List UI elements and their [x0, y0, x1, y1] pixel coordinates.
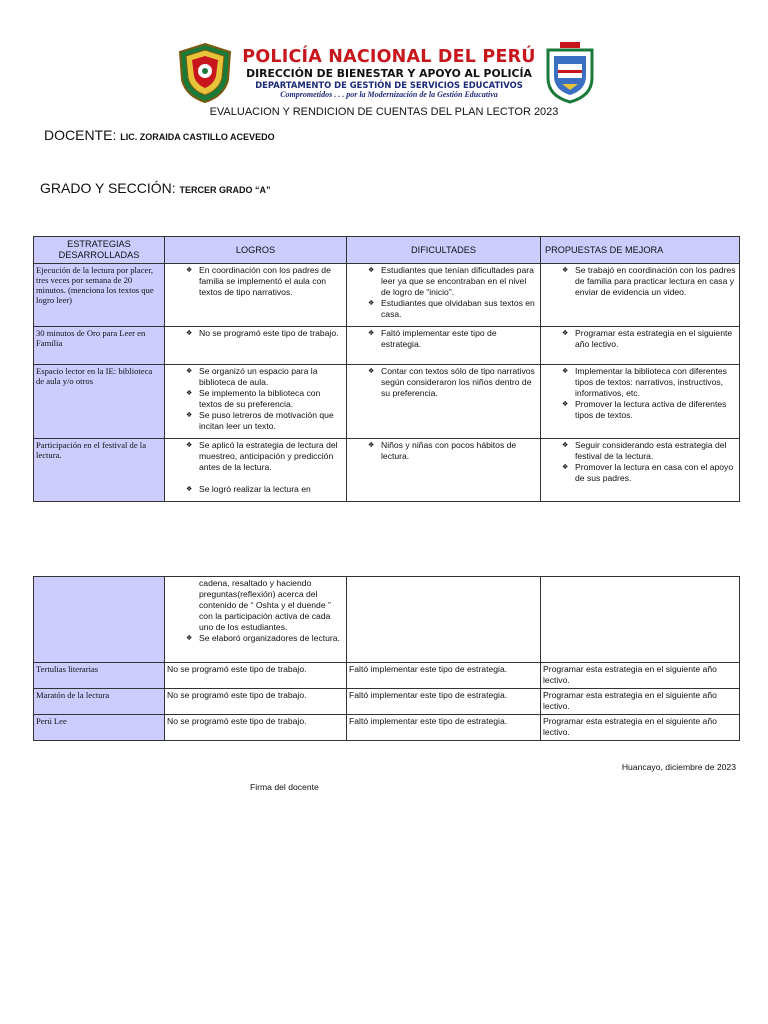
list-item: ❖ Se organizó un espacio para la biblioteca de aula. — [199, 366, 344, 388]
dificultades-cell — [347, 365, 541, 439]
list-item: ❖ Promover la lectura en casa con el apoyo de sus padres. — [575, 462, 737, 484]
list-item: ❖ En coordinación con los padres de familia se implementó el aula con textos de tipo narrativos. — [199, 265, 344, 298]
dificultades-cell: Faltó implementar este tipo de estrategia. — [347, 689, 541, 715]
table-row — [34, 663, 740, 689]
strategy-cell: Perú Lee — [34, 715, 165, 741]
table-row — [34, 439, 740, 502]
logros-continuation: cadena, resaltado y haciendo preguntas(reflexión) acerca del contenido de “ Oshta y el duende ” con la participación activa de cada uno de los estudiantes. — [199, 578, 331, 632]
logros-cell: No se programó este tipo de trabajo. — [165, 663, 347, 689]
list-item: ❖ No se programó este tipo de trabajo. — [199, 328, 344, 339]
header-logros: LOGROS — [165, 237, 347, 264]
dificultades-cell: Faltó implementar este tipo de estrategia. — [347, 715, 541, 741]
logros-cell: No se programó este tipo de trabajo. — [165, 715, 347, 741]
evaluation-table — [33, 236, 740, 502]
logros-cell — [165, 264, 347, 327]
header-strategies: ESTRATEGIAS DESARROLLADAS — [34, 237, 165, 264]
list-item: ❖ Se aplicó la estrategia de lectura del muestreo, anticipación y predicción antes de la lectura. — [199, 440, 344, 473]
docente-field — [44, 127, 275, 145]
document-title: EVALUACION Y RENDICION DE CUENTAS DEL PLAN LECTOR 2023 — [209, 106, 559, 118]
list-item: ❖ Se trabajó en coordinación con los padres de familia para practicar lectura en casa y enviar de evidencia un video. — [575, 265, 737, 298]
list-item: ❖ Contar con textos sólo de tipo narrativos según consideraron los niños dentro de su preferencia. — [381, 366, 538, 399]
list-item: ❖ Programar esta estrategia en el siguiente año lectivo. — [575, 328, 737, 350]
strategy-cell: Ejecución de la lectura por placer, tres veces por semana de 20 minutos. (menciona los textos que logro leer) — [34, 264, 165, 327]
propuestas-cell — [541, 264, 740, 327]
strategy-cell: 30 minutos de Oro para Leer en Familia — [34, 327, 165, 365]
education-crest-emblem-icon — [542, 40, 598, 104]
propuestas-cell: Programar esta estrategia en el siguiente año lectivo. — [541, 663, 740, 689]
list-item: ❖ Se puso letreros de motivación que incitan leer un texto. — [199, 410, 344, 432]
strategy-cell: Participación en el festival de la lectura. — [34, 439, 165, 502]
strategy-cell: Tertulias literarias — [34, 663, 165, 689]
strategy-cell — [34, 577, 165, 663]
strategy-cell: Espacio lector en la IE: biblioteca de aula y/o otros — [34, 365, 165, 439]
list-item: ❖ Se implemento la biblioteca con textos de su preferencia. — [199, 388, 344, 410]
grado-field — [40, 180, 271, 198]
strategy-cell: Maratón de la lectura — [34, 689, 165, 715]
table-header-row — [34, 237, 740, 264]
header-propuestas: PROPUESTAS DE MEJORA — [541, 237, 740, 264]
direction-subtitle: DIRECCIÓN DE BIENESTAR Y APOYO AL POLICÍA — [246, 67, 532, 80]
table-row — [34, 365, 740, 439]
grado-label: GRADO Y SECCIÓN: — [40, 180, 180, 196]
list-item: ❖ Se logró realizar la lectura en — [199, 484, 344, 495]
list-item: ❖ Niños y niñas con pocos hábitos de lectura. — [381, 440, 538, 462]
logros-cell: No se programó este tipo de trabajo. — [165, 689, 347, 715]
propuestas-cell — [541, 577, 740, 663]
logros-cell — [165, 439, 347, 502]
list-item: ❖ Estudiantes que olvidaban sus textos en casa. — [381, 298, 538, 320]
dificultades-cell: Faltó implementar este tipo de estrategia. — [347, 663, 541, 689]
pnp-shield-emblem-icon — [176, 42, 234, 104]
propuestas-cell — [541, 327, 740, 365]
list-item: ❖ Implementar la biblioteca con diferentes tipos de textos: narrativos, instructivos, informativos, etc. — [575, 366, 737, 399]
dificultades-cell — [347, 264, 541, 327]
propuestas-cell: Programar esta estrategia en el siguiente año lectivo. — [541, 715, 740, 741]
table-row — [34, 264, 740, 327]
propuestas-cell — [541, 439, 740, 502]
department-subtitle: DEPARTAMENTO DE GESTIÓN DE SERVICIOS EDUCATIVOS — [255, 80, 523, 90]
table-row — [34, 715, 740, 741]
list-item: ❖ Promover la lectura activa de diferentes tipos de textos. — [575, 399, 737, 421]
list-item: ❖ Seguir considerando esta estrategia del festival de la lectura. — [575, 440, 737, 462]
table-row — [34, 689, 740, 715]
list-item: ❖ Faltó implementar este tipo de estrategia. — [381, 328, 538, 350]
header-dificultades: DIFICULTADES — [347, 237, 541, 264]
logros-cell — [165, 577, 347, 663]
institution-motto: Comprometidos . . . por la Modernización de la Gestión Educativa — [280, 90, 498, 99]
evaluation-table-continued — [33, 576, 740, 741]
docente-label: DOCENTE: — [44, 127, 121, 143]
list-item: ❖ Se elaboró organizadores de lectura. — [199, 633, 344, 644]
institution-title: POLICÍA NACIONAL DEL PERÚ — [242, 47, 536, 67]
signature-label: Firma del docente — [250, 782, 319, 792]
docente-value: LIC. ZORAIDA CASTILLO ACEVEDO — [120, 132, 275, 142]
footer-date: Huancayo, diciembre de 2023 — [621, 762, 736, 772]
list-item: ❖ Estudiantes que tenían dificultades para leer ya que se encontraban en el nivel de logro de “inicio”. — [381, 265, 538, 298]
dificultades-cell — [347, 327, 541, 365]
grado-value: TERCER GRADO “A” — [179, 185, 271, 195]
logros-cell — [165, 365, 347, 439]
propuestas-cell: Programar esta estrategia en el siguiente año lectivo. — [541, 689, 740, 715]
table-row — [34, 327, 740, 365]
table-row — [34, 577, 740, 663]
logros-cell — [165, 327, 347, 365]
dificultades-cell — [347, 577, 541, 663]
dificultades-cell — [347, 439, 541, 502]
propuestas-cell — [541, 365, 740, 439]
